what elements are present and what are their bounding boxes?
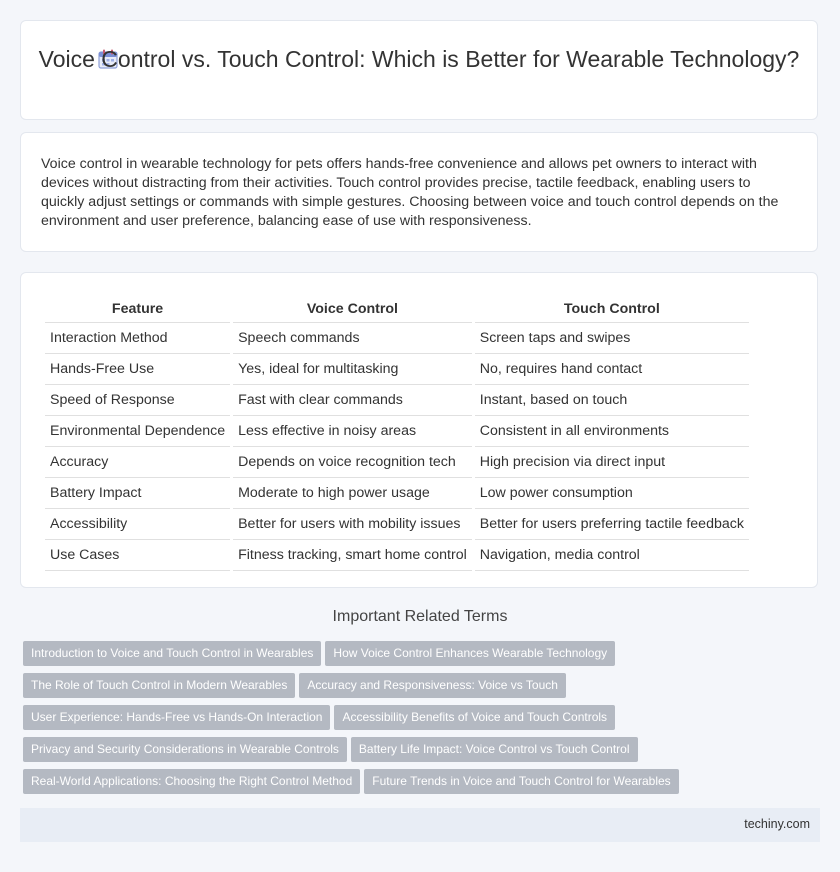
table-row: [45, 323, 749, 354]
page-title: Voice Control vs. Touch Control: Which is Better for Wearable Technology?: [38, 46, 800, 72]
comparison-table: [42, 296, 752, 571]
related-term-link[interactable]: Privacy and Security Considerations in Wearable Controls: [23, 737, 347, 762]
footer: [20, 808, 820, 842]
intro-paragraph: Voice control in wearable technology for pets offers hands-free convenience and allows pet owners to interact with devices without distracting from their activities. Touch control provides precise, tactile feedback, enabling users to quickly adjust settings or commands with simple gestures. Choosing between voice and touch control depends on the environment and user preference, balancing ease of use with responsiveness.: [41, 156, 779, 229]
tag-row: [23, 673, 803, 705]
table-row: [45, 540, 749, 571]
header-feature: Feature: [45, 296, 230, 323]
touch-cell: Low power consumption: [475, 478, 749, 509]
voice-cell: Fast with clear commands: [233, 385, 472, 416]
related-term-link[interactable]: Real-World Applications: Choosing the Right Control Method: [23, 769, 360, 794]
related-term-link[interactable]: How Voice Control Enhances Wearable Technology: [325, 641, 615, 666]
related-term-link[interactable]: The Role of Touch Control in Modern Wearables: [23, 673, 295, 698]
table-row: [45, 416, 749, 447]
tag-row: [23, 641, 803, 673]
touch-cell: Consistent in all environments: [475, 416, 749, 447]
comparison-table-card: [20, 272, 818, 588]
related-term-link[interactable]: User Experience: Hands-Free vs Hands-On Interaction: [23, 705, 330, 730]
feature-cell: Interaction Method: [45, 323, 230, 354]
feature-cell: Battery Impact: [45, 478, 230, 509]
feature-cell: Environmental Dependence: [45, 416, 230, 447]
voice-cell: Better for users with mobility issues: [233, 509, 472, 540]
touch-cell: Better for users preferring tactile feedback: [475, 509, 749, 540]
voice-cell: Speech commands: [233, 323, 472, 354]
feature-cell: Speed of Response: [45, 385, 230, 416]
touch-cell: Navigation, media control: [475, 540, 749, 571]
touch-cell: High precision via direct input: [475, 447, 749, 478]
header-voice-control: Voice Control: [233, 296, 472, 323]
voice-cell: Fitness tracking, smart home control: [233, 540, 472, 571]
tag-row: [23, 705, 803, 737]
touch-cell: Screen taps and swipes: [475, 323, 749, 354]
voice-cell: Moderate to high power usage: [233, 478, 472, 509]
voice-cell: Less effective in noisy areas: [233, 416, 472, 447]
feature-cell: Accessibility: [45, 509, 230, 540]
table-row: [45, 447, 749, 478]
related-terms-heading: Important Related Terms: [332, 608, 508, 625]
feature-cell: Hands-Free Use: [45, 354, 230, 385]
table-row: [45, 509, 749, 540]
related-term-link[interactable]: Introduction to Voice and Touch Control in Wearables: [23, 641, 321, 666]
title-card: [20, 20, 818, 120]
feature-cell: Use Cases: [45, 540, 230, 571]
table-header-row: [45, 296, 749, 323]
intro-card: [20, 132, 818, 252]
tag-row: [23, 769, 803, 801]
touch-cell: Instant, based on touch: [475, 385, 749, 416]
voice-cell: Yes, ideal for multitasking: [233, 354, 472, 385]
voice-cell: Depends on voice recognition tech: [233, 447, 472, 478]
related-term-link[interactable]: Future Trends in Voice and Touch Control for Wearables: [364, 769, 678, 794]
touch-cell: No, requires hand contact: [475, 354, 749, 385]
table-row: [45, 385, 749, 416]
related-term-link[interactable]: Accuracy and Responsiveness: Voice vs Touch: [299, 673, 566, 698]
table-row: [45, 354, 749, 385]
related-term-link[interactable]: Battery Life Impact: Voice Control vs Touch Control: [351, 737, 638, 762]
related-term-link[interactable]: Accessibility Benefits of Voice and Touch Controls: [334, 705, 615, 730]
feature-cell: Accuracy: [45, 447, 230, 478]
header-touch-control: Touch Control: [475, 296, 749, 323]
site-name[interactable]: techiny.com: [744, 817, 810, 831]
table-row: [45, 478, 749, 509]
related-terms-list: [23, 641, 803, 801]
tag-row: [23, 737, 803, 769]
